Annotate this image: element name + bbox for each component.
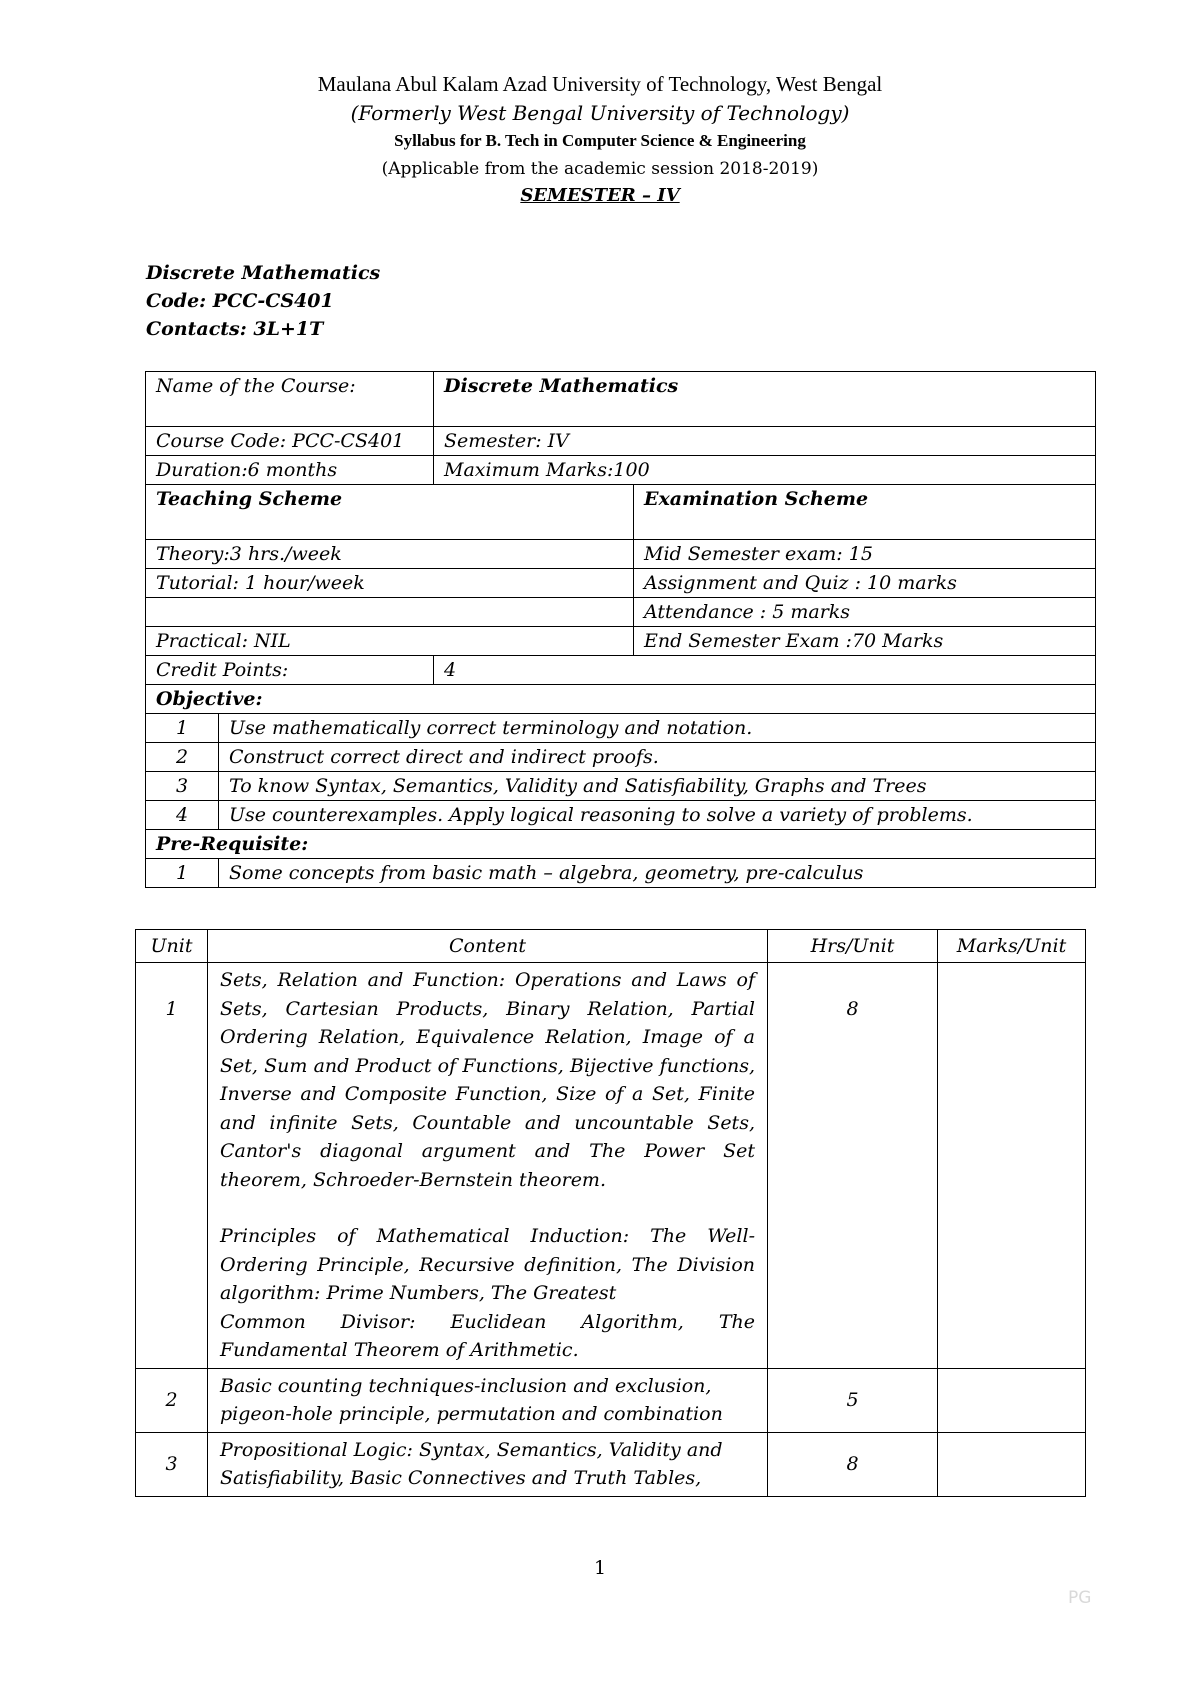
objective-number: 2 [146, 743, 219, 772]
teaching-scheme-heading: Teaching Scheme [146, 485, 634, 540]
objective-number: 4 [146, 801, 219, 830]
table-row [146, 714, 1096, 743]
tutorial-cell: Tutorial: 1 hour/week [146, 569, 634, 598]
applicable-session: (Applicable from the academic session 2018-2019) [381, 159, 819, 179]
table-row [146, 685, 1096, 714]
unit-content [208, 963, 768, 1369]
objective-heading: Objective: [146, 685, 1096, 714]
unit-number: 3 [136, 1432, 208, 1496]
table-row [146, 801, 1096, 830]
objective-text: Use mathematically correct terminology and notation. [219, 714, 1096, 743]
unit-content-paragraph: Sets, Relation and Function: Operations and Laws of Sets, Cartesian Products, Binary Relation, Partial Ordering Relation, Equivalence Relation, Image of a Set, Sum and Product of Functions, Bijective functions, Inverse and Composite Function, Size of a Set, Finite and infinite Sets, Countable and uncountable Sets, Cantor's diagonal argument and The Power Set theorem, Schroeder-Bernstein theorem. [220, 969, 755, 1191]
unit-marks [938, 1432, 1086, 1496]
objective-text: Use counterexamples. Apply logical reasoning to solve a variety of problems. [219, 801, 1096, 830]
hrs-header: Hrs/Unit [768, 930, 938, 963]
table-row [146, 540, 1096, 569]
empty-cell [146, 598, 634, 627]
course-name-label: Name of the Course: [146, 372, 434, 427]
course-title: Discrete Mathematics [146, 262, 381, 284]
table-row [146, 598, 1096, 627]
course-info-table [145, 371, 1096, 888]
end-sem-cell: End Semester Exam :70 Marks [634, 627, 1096, 656]
watermark: PG [1068, 1588, 1092, 1608]
content-header: Content [208, 930, 768, 963]
unit-hours: 8 [768, 1432, 938, 1496]
objective-number: 1 [146, 714, 219, 743]
table-row [146, 627, 1096, 656]
table-row [146, 569, 1096, 598]
unit-content-paragraph: Common Divisor: Euclidean Algorithm, The Fundamental Theorem of Arithmetic. [220, 1310, 755, 1361]
unit-number: 2 [136, 1368, 208, 1432]
unit-content [208, 1368, 768, 1432]
unit-content-paragraph: Propositional Logic: Syntax, Semantics, Validity and [220, 1438, 723, 1461]
table-row [146, 485, 1096, 540]
unit-hours: 8 [768, 963, 938, 1369]
table-row [146, 743, 1096, 772]
unit-content-paragraph: Principles of Mathematical Induction: The Well-Ordering Principle, Recursive definition, The Division algorithm: Prime Numbers, The Greatest [220, 1225, 755, 1304]
table-row [146, 372, 1096, 427]
table-row [136, 1368, 1086, 1432]
max-marks-cell: Maximum Marks:100 [434, 456, 1096, 485]
table-row [136, 963, 1086, 1369]
objective-text: To know Syntax, Semantics, Validity and Satisfiability, Graphs and Trees [219, 772, 1096, 801]
units-table [135, 929, 1086, 1497]
duration-cell: Duration:6 months [146, 456, 434, 485]
table-row [146, 656, 1096, 685]
university-name: Maulana Abul Kalam Azad University of Technology, West Bengal [317, 72, 883, 96]
page-number: 1 [593, 1557, 607, 1579]
credit-label: Credit Points: [146, 656, 434, 685]
paragraph-spacer [220, 1194, 755, 1222]
unit-marks [938, 1368, 1086, 1432]
course-code: Code: PCC-CS401 [146, 290, 334, 312]
syllabus-title: Syllabus for B. Tech in Computer Science & Engineering [394, 131, 806, 150]
mid-sem-cell: Mid Semester exam: 15 [634, 540, 1096, 569]
semester-heading: SEMESTER – IV [520, 185, 680, 206]
objective-number: 3 [146, 772, 219, 801]
table-row [136, 1432, 1086, 1496]
course-code-cell: Course Code: PCC-CS401 [146, 427, 434, 456]
unit-header: Unit [136, 930, 208, 963]
table-row [146, 859, 1096, 888]
prerequisite-number: 1 [146, 859, 219, 888]
assignment-cell: Assignment and Quiz : 10 marks [634, 569, 1096, 598]
unit-number: 1 [136, 963, 208, 1369]
formerly-name: (Formerly West Bengal University of Technology) [350, 101, 850, 125]
course-contacts: Contacts: 3L+1T [146, 318, 324, 340]
table-row [146, 456, 1096, 485]
unit-content-paragraph: Satisfiability, Basic Connectives and Truth Tables, [220, 1467, 702, 1489]
unit-marks [938, 963, 1086, 1369]
practical-cell: Practical: NIL [146, 627, 634, 656]
semester-cell: Semester: IV [434, 427, 1096, 456]
objective-text: Construct correct direct and indirect proofs. [219, 743, 1096, 772]
examination-scheme-heading: Examination Scheme [634, 485, 1096, 540]
credit-value: 4 [434, 656, 1096, 685]
attendance-cell: Attendance : 5 marks [634, 598, 1096, 627]
unit-hours: 5 [768, 1368, 938, 1432]
table-header-row [136, 930, 1086, 963]
unit-content [208, 1432, 768, 1496]
prerequisite-text: Some concepts from basic math – algebra, geometry, pre-calculus [219, 859, 1096, 888]
table-row [146, 427, 1096, 456]
marks-header: Marks/Unit [938, 930, 1086, 963]
theory-cell: Theory:3 hrs./week [146, 540, 634, 569]
table-row [146, 772, 1096, 801]
unit-content-paragraph: pigeon-hole principle, permutation and combination [220, 1403, 723, 1425]
course-name-value: Discrete Mathematics [434, 372, 1096, 427]
prerequisite-heading: Pre-Requisite: [146, 830, 1096, 859]
table-row [146, 830, 1096, 859]
unit-content-paragraph: Basic counting techniques-inclusion and exclusion, [220, 1374, 712, 1397]
